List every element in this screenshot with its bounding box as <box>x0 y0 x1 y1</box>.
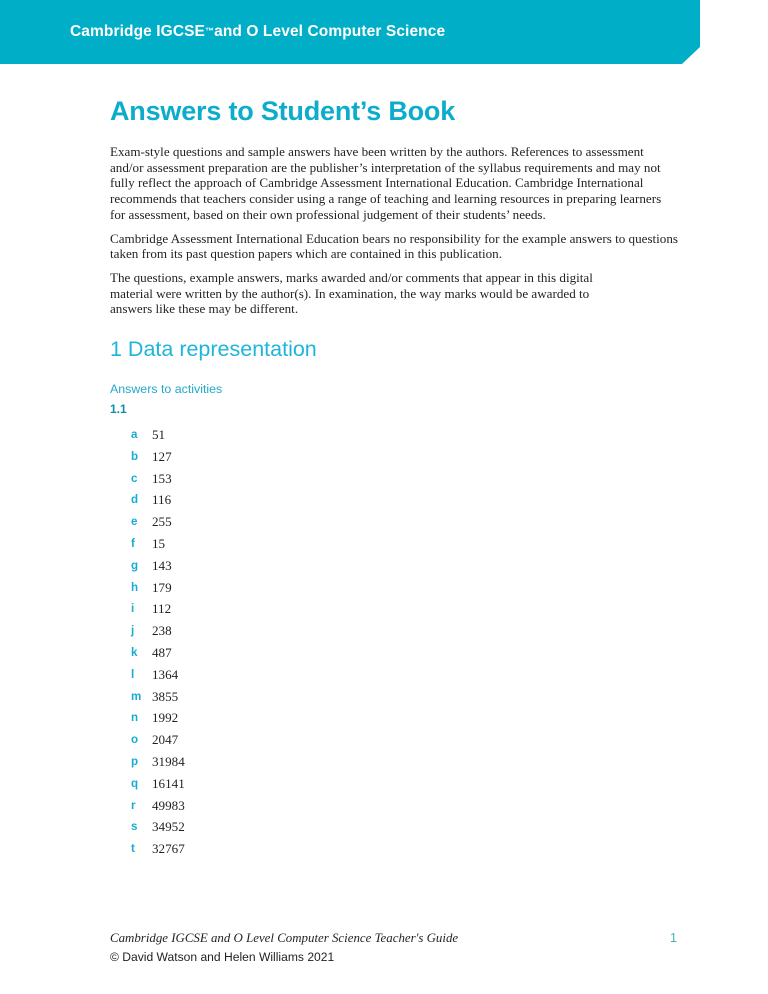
header-title-text-primary: Cambridge IGCSE <box>70 23 205 40</box>
answer-value: 51 <box>152 427 166 442</box>
answer-row <box>110 686 410 708</box>
answer-label: h <box>131 580 139 594</box>
answer-row <box>110 620 410 642</box>
answer-row <box>110 489 410 511</box>
answer-value: 15 <box>152 535 166 551</box>
answer-value: 255 <box>152 514 172 530</box>
section-subheading: Answers to activities <box>110 382 223 396</box>
answer-label: s <box>131 820 138 834</box>
header-banner-title: Cambridge IGCSE ™ and O Level Computer Science <box>70 23 446 40</box>
answer-row <box>110 773 410 795</box>
answer-label: f <box>131 536 135 550</box>
footer-book-title: Cambridge IGCSE and O Level Computer Science Teacher's Guide <box>110 931 459 945</box>
answer-row <box>110 598 410 620</box>
answer-row <box>110 555 410 577</box>
section-heading: 1 Data representation <box>110 337 317 361</box>
page-title: Answers to Student’s Book <box>110 96 456 126</box>
answer-label: t <box>131 842 135 856</box>
answer-row <box>110 707 410 729</box>
answer-value: 238 <box>152 623 172 639</box>
answer-row <box>110 424 410 446</box>
answer-value: 179 <box>152 579 172 595</box>
answer-value: 2047 <box>152 732 179 748</box>
answer-value: 143 <box>152 557 172 573</box>
answer-label: i <box>131 602 135 616</box>
answer-value: 32767 <box>152 841 185 857</box>
answer-label: q <box>131 776 139 790</box>
answer-label: j <box>131 624 135 638</box>
answer-label: c <box>131 471 138 485</box>
answer-label: n <box>131 711 139 725</box>
question-number: 1.1 <box>110 402 127 416</box>
answer-value: 49983 <box>152 797 185 813</box>
answer-row <box>110 664 410 686</box>
intro-text-block <box>110 144 676 325</box>
answer-row <box>110 577 410 599</box>
intro-paragraph-1: Exam-style questions and sample answers have been written by the authors. References to assessment and/or assessment preparation are the publisher’s interpretation of the syllabus requirements and may not fully reflect the approach of Cambridge Assessment International Education. Cambridge International recommends that teachers consider using a range of teaching and learning resources in preparing learners for assessment, based on their own professional judgement of their students’ needs. <box>110 144 662 222</box>
answer-label: r <box>131 798 136 812</box>
answer-label: p <box>131 754 139 768</box>
answer-value: 31984 <box>152 753 185 769</box>
answer-value: 16141 <box>152 775 185 791</box>
page-footer <box>110 931 676 964</box>
intro-paragraph-2: Cambridge Assessment International Education bears no responsibility for the example answers to questions taken from its past question papers which are contained in this publication. <box>110 230 678 262</box>
answer-row <box>110 642 410 664</box>
page-number: 1 <box>670 931 677 945</box>
answer-row <box>110 816 410 838</box>
answer-row <box>110 729 410 751</box>
answer-row <box>110 751 410 773</box>
answer-row <box>110 468 410 490</box>
answer-label: b <box>131 449 139 463</box>
answer-value: 112 <box>152 601 172 617</box>
answer-value: 153 <box>152 470 172 486</box>
answer-label: g <box>131 558 139 572</box>
answer-row <box>110 838 410 860</box>
answer-label: e <box>131 515 138 529</box>
answer-value: 1364 <box>152 666 179 682</box>
answer-value: 116 <box>152 492 172 508</box>
answer-label: l <box>131 667 135 681</box>
answer-value: 127 <box>152 448 172 464</box>
answer-label: m <box>131 689 142 703</box>
answer-value: 34952 <box>152 819 185 835</box>
answer-value: 487 <box>152 644 172 660</box>
answer-row <box>110 446 410 468</box>
header-title-text-secondary: and O Level Computer Science <box>214 23 446 40</box>
answer-value: 1992 <box>152 710 179 726</box>
intro-paragraph-3: The questions, example answers, marks awarded and/or comments that appear in this digital material were written by the author(s). In examination, the way marks would be awarded to answers like these may be different. <box>110 269 593 317</box>
answer-list <box>110 424 410 860</box>
answer-row <box>110 795 410 817</box>
answer-label: a <box>131 428 138 441</box>
answer-row <box>110 511 410 533</box>
footer-copyright: © David Watson and Helen Williams 2021 <box>110 950 335 964</box>
answer-label: o <box>131 733 139 747</box>
answer-label: d <box>131 493 139 507</box>
answer-label: k <box>131 645 138 659</box>
answer-value: 3855 <box>152 688 179 704</box>
answer-row <box>110 533 410 555</box>
